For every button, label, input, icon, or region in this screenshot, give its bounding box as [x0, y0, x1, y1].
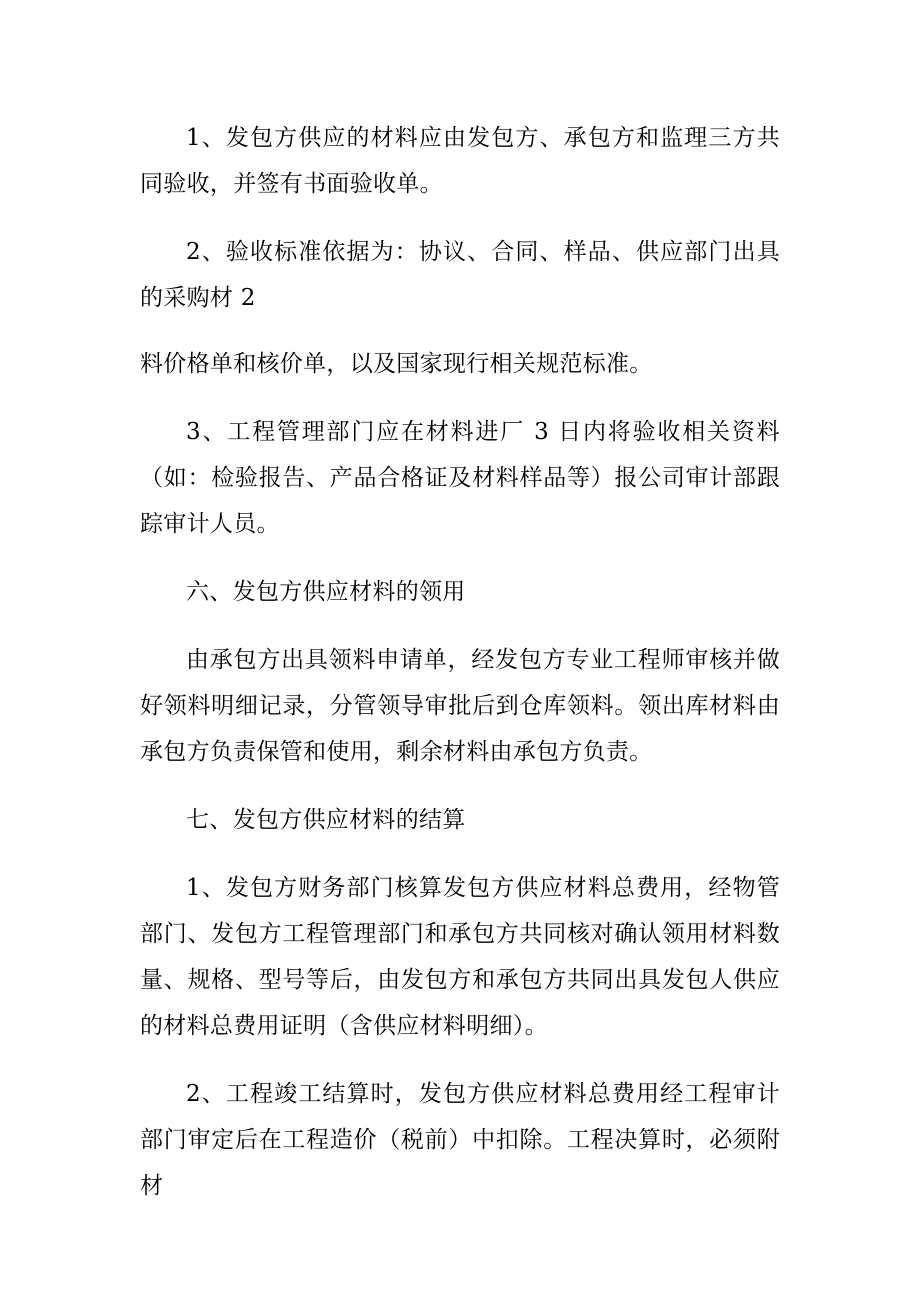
paragraph-acceptance-documents: 3、工程管理部门应在材料进厂 3 日内将验收相关资料（如：检验报告、产品合格证及材料样品等）报公司审计部跟踪审计人员。	[140, 419, 780, 537]
paragraph-acceptance-standard-cont: 料价格单和核价单，以及国家现行相关规范标准。	[140, 351, 653, 377]
paragraph-acceptance-standard: 2、验收标准依据为：协议、合同、样品、供应部门出具的采购材 2	[140, 239, 780, 311]
section-heading-usage: 六、发包方供应材料的领用	[186, 579, 466, 605]
paragraph-settlement-final: 2、工程竣工结算时，发包方供应材料总费用经工程审计部门审定后在工程造价（税前）中扣除。工程决算时，必须附材	[140, 1081, 780, 1199]
paragraph-settlement-costing: 1、发包方财务部门核算发包方供应材料总费用，经物管部门、发包方工程管理部门和承包方共同核对确认领用材料数量、规格、型号等后，由发包方和承包方共同出具发包人供应的材料总费用证明（含供应材料明细）。	[140, 875, 780, 1039]
paragraph-acceptance-joint: 1、发包方供应的材料应由发包方、承包方和监理三方共同验收，并签有书面验收单。	[140, 125, 780, 197]
paragraph-usage-procedure: 由承包方出具领料申请单，经发包方专业工程师审核并做好领料明细记录，分管领导审批后到仓库领料。领出库材料由承包方负责保管和使用，剩余材料由承包方负责。	[140, 647, 780, 765]
section-heading-settlement: 七、发包方供应材料的结算	[186, 807, 466, 833]
